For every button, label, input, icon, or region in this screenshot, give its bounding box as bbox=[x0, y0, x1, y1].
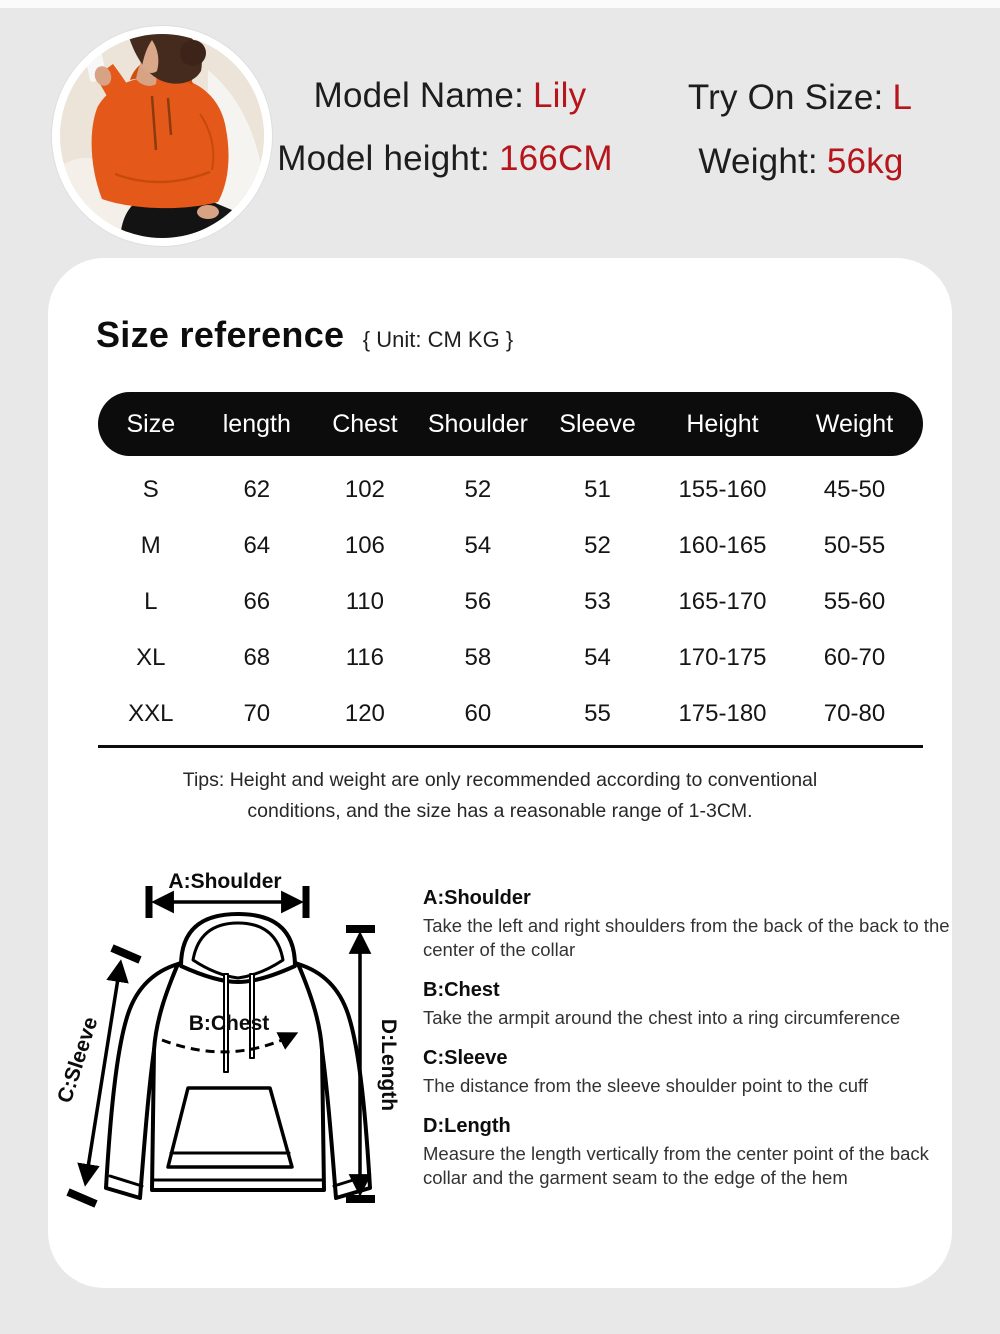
cell-weight: 50-55 bbox=[823, 532, 886, 559]
model-name-value: Lily bbox=[533, 76, 587, 115]
table-header-chest: Chest bbox=[332, 409, 398, 438]
cell-length: 70 bbox=[243, 700, 271, 727]
cell-weight: 55-60 bbox=[823, 588, 886, 615]
table-row bbox=[98, 518, 923, 574]
tips-line-1: Tips: Height and weight are only recommended according to conventional bbox=[182, 769, 818, 791]
cell-weight: 60-70 bbox=[823, 644, 886, 671]
diagram-label-sleeve: C:Sleeve bbox=[53, 1014, 103, 1106]
cell-size: XXL bbox=[128, 700, 174, 727]
measure-guide bbox=[423, 887, 957, 1190]
top-strip bbox=[0, 0, 1000, 8]
cell-length: 68 bbox=[243, 644, 271, 671]
cell-chest: 102 bbox=[344, 476, 385, 503]
guide-item-length bbox=[423, 1115, 957, 1190]
model-photo-illustration bbox=[60, 34, 264, 238]
cell-shoulder: 54 bbox=[464, 532, 492, 559]
cell-chest: 120 bbox=[344, 700, 385, 727]
table-header-length: length bbox=[222, 409, 291, 438]
table-row bbox=[98, 630, 923, 686]
guide-item-chest bbox=[423, 979, 957, 1030]
model-height-line bbox=[277, 139, 613, 179]
cell-sleeve: 53 bbox=[584, 588, 611, 615]
try-on-size-label: Try On Size: bbox=[687, 78, 884, 117]
cell-size: S bbox=[142, 476, 159, 503]
size-table-header bbox=[98, 392, 923, 456]
table-header-weight: Weight bbox=[815, 409, 894, 438]
hoodie-outline bbox=[106, 914, 370, 1198]
cell-size: L bbox=[144, 588, 158, 615]
table-header-size: Size bbox=[126, 409, 176, 438]
cell-chest: 106 bbox=[344, 532, 385, 559]
guide-desc-shoulder: Take the left and right shoulders from the back of the back to the center of the collar bbox=[423, 915, 950, 960]
cell-weight: 70-80 bbox=[823, 700, 886, 727]
cell-shoulder: 52 bbox=[464, 476, 492, 503]
hair-bun bbox=[180, 40, 206, 66]
table-row bbox=[98, 574, 923, 630]
model-height-label: Model height: bbox=[277, 139, 490, 178]
guide-desc-length: Measure the length vertically from the center point of the back collar and the garment seam to the edge of the hem bbox=[423, 1143, 929, 1188]
tips-note bbox=[48, 765, 952, 827]
size-reference-title-row bbox=[96, 314, 513, 356]
try-on-size-line bbox=[688, 78, 912, 118]
cell-sleeve: 52 bbox=[584, 532, 611, 559]
cell-length: 62 bbox=[243, 476, 271, 503]
cell-height: 160-165 bbox=[678, 532, 767, 559]
table-header-shoulder: Shoulder bbox=[427, 409, 528, 438]
cell-size: M bbox=[140, 532, 161, 559]
diagram-label-length: D:Length bbox=[377, 1018, 400, 1112]
model-weight-line bbox=[698, 142, 903, 182]
model-photo bbox=[52, 26, 272, 246]
guide-title-chest: B:Chest bbox=[423, 979, 500, 1001]
table-bottom-rule bbox=[98, 745, 923, 748]
cell-chest: 110 bbox=[345, 588, 384, 615]
cell-height: 155-160 bbox=[678, 476, 767, 503]
guide-desc-chest: Take the armpit around the chest into a ring circumference bbox=[423, 1007, 901, 1028]
model-name-label: Model Name: bbox=[313, 76, 525, 115]
guide-item-sleeve bbox=[423, 1047, 957, 1098]
cell-height: 170-175 bbox=[678, 644, 767, 671]
cell-size: XL bbox=[136, 644, 166, 671]
table-row bbox=[98, 686, 923, 742]
model-weight-value: 56kg bbox=[826, 142, 904, 181]
model-weight-label: Weight: bbox=[698, 142, 818, 181]
cell-height: 175-180 bbox=[678, 700, 767, 727]
guide-item-shoulder bbox=[423, 887, 957, 962]
cell-weight: 45-50 bbox=[823, 476, 886, 503]
cell-shoulder: 56 bbox=[464, 588, 492, 615]
guide-title-length: D:Length bbox=[423, 1115, 511, 1137]
guide-desc-sleeve: The distance from the sleeve shoulder point to the cuff bbox=[423, 1075, 868, 1096]
hoodie-measurement-diagram bbox=[48, 858, 428, 1226]
model-name-line bbox=[314, 76, 587, 116]
guide-title-sleeve: C:Sleeve bbox=[423, 1047, 508, 1069]
unit-note: { Unit: CM KG } bbox=[362, 327, 514, 352]
size-table-body bbox=[98, 462, 923, 742]
guide-title-shoulder: A:Shoulder bbox=[423, 887, 531, 909]
size-reference-card bbox=[48, 258, 952, 1288]
cell-sleeve: 55 bbox=[584, 700, 611, 727]
diagram-label-chest: B:Chest bbox=[188, 1012, 270, 1035]
table-header-sleeve: Sleeve bbox=[559, 409, 636, 438]
cell-shoulder: 58 bbox=[464, 644, 492, 671]
size-reference-title: Size reference bbox=[96, 314, 345, 355]
cell-length: 66 bbox=[243, 588, 271, 615]
table-row bbox=[98, 462, 923, 518]
cell-chest: 116 bbox=[345, 644, 384, 671]
try-on-size-value: L bbox=[892, 78, 913, 117]
table-header-height: Height bbox=[686, 409, 759, 438]
model-height-value: 166CM bbox=[498, 139, 613, 178]
cell-height: 165-170 bbox=[678, 588, 767, 615]
cell-shoulder: 60 bbox=[464, 700, 492, 727]
cell-sleeve: 54 bbox=[584, 644, 611, 671]
diagram-label-shoulder: A:Shoulder bbox=[168, 870, 282, 893]
cell-length: 64 bbox=[243, 532, 271, 559]
hand bbox=[197, 205, 219, 219]
tips-line-2: conditions, and the size has a reasonable range of 1-3CM. bbox=[247, 800, 753, 822]
cell-sleeve: 51 bbox=[584, 476, 611, 503]
